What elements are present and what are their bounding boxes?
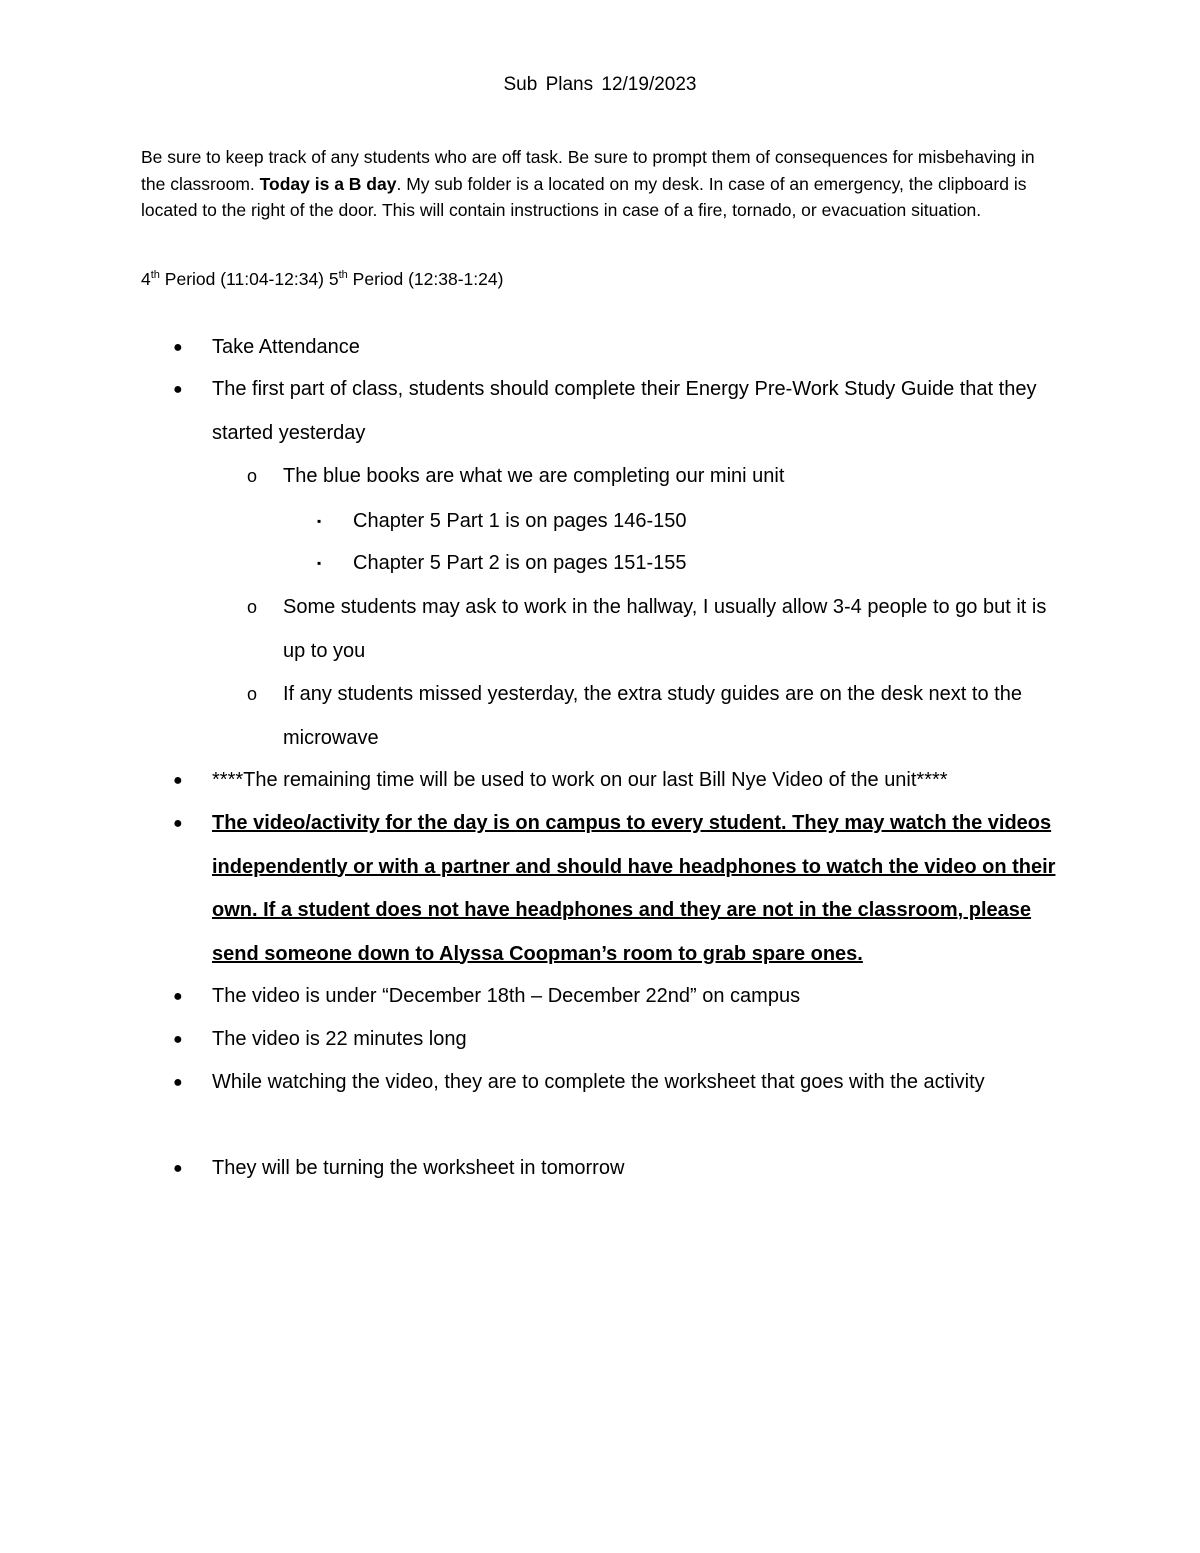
document-title: Sub Plans 12/19/2023 xyxy=(503,74,697,95)
period-4-number: 4 xyxy=(141,269,151,289)
list-item xyxy=(173,1061,1072,1105)
period-4-suffix: th xyxy=(150,269,160,282)
list-item xyxy=(247,455,1063,499)
intro-paragraph xyxy=(141,144,1051,224)
circle-bullet-icon: o xyxy=(247,684,258,704)
list-item-text: Chapter 5 Part 1 is on pages 146-150 xyxy=(353,510,687,532)
list-item xyxy=(173,1018,1072,1062)
bullet-icon: ● xyxy=(173,381,183,398)
bullet-icon: ● xyxy=(173,1031,183,1048)
square-bullet-icon: ▪ xyxy=(317,514,322,528)
list-item-text: Take Attendance xyxy=(212,336,360,358)
list-item xyxy=(247,586,1063,673)
bullet-icon: ● xyxy=(173,1160,183,1177)
list-item xyxy=(173,368,1072,455)
list-item-text: Some students may ask to work in the hallway, I usually allow 3-4 people to go but it is up to you xyxy=(283,596,1047,662)
period-5-suffix: th xyxy=(338,269,348,282)
list-item-text: They will be turning the worksheet in tomorrow xyxy=(212,1157,625,1179)
intro-text-1: Be sure to keep track of any students who are off task. Be sure to prompt them of consequences for misbehaving in the classroom. xyxy=(141,147,1035,194)
intro-bold-day: Today is a B day xyxy=(259,173,397,194)
list-item xyxy=(317,542,1053,586)
period-line xyxy=(141,269,503,290)
list-item-text: The video is 22 minutes long xyxy=(212,1028,467,1050)
list-item xyxy=(317,500,1053,544)
list-item-text: The video is under “December 18th – December 22nd” on campus xyxy=(212,985,801,1007)
list-item xyxy=(173,1147,1072,1191)
circle-bullet-icon: o xyxy=(247,597,258,617)
period-5-number: 5 xyxy=(328,269,339,289)
bullet-icon: ● xyxy=(173,815,183,832)
list-item-text: ****The remaining time will be used to work on our last Bill Nye Video of the unit**** xyxy=(212,769,948,791)
bullet-icon: ● xyxy=(173,1074,183,1091)
period-5-text: Period (12:38-1:24) xyxy=(347,269,504,289)
list-item-text: The first part of class, students should complete their Energy Pre-Work Study Guide that they started yesterday xyxy=(212,378,1037,444)
period-4-text: Period (11:04-12:34) xyxy=(159,269,329,289)
list-item-text: Chapter 5 Part 2 is on pages 151-155 xyxy=(353,552,687,574)
bullet-icon: ● xyxy=(173,339,183,356)
list-item xyxy=(173,975,1072,1019)
bullet-icon: ● xyxy=(173,772,183,789)
list-item-text: If any students missed yesterday, the extra study guides are on the desk next to the microwave xyxy=(283,683,1022,749)
list-item xyxy=(173,802,1072,976)
list-item xyxy=(173,326,1072,370)
list-item-text-emphasis: The video/activity for the day is on campus to every student. They may watch the videos independently or with a partner and should have headphones to watch the video on their own. If a student does not have headphones and they are not in the classroom, please send someone down to Alyssa Coopman’s room to grab spare ones. xyxy=(212,812,1056,965)
list-item xyxy=(173,759,1072,803)
circle-bullet-icon: o xyxy=(247,466,258,486)
list-item-text: The blue books are what we are completing our mini unit xyxy=(283,465,785,487)
intro-text-2: . My sub folder is a located on my desk. In case of an emergency, the clipboard is located to the right of the door. This will contain instructions in case of a fire, tornado, or evacuation situation. xyxy=(141,173,1027,220)
square-bullet-icon: ▪ xyxy=(317,556,322,570)
list-item xyxy=(247,673,1063,760)
bullet-icon: ● xyxy=(173,988,183,1005)
list-item-text: While watching the video, they are to complete the worksheet that goes with the activity xyxy=(212,1071,985,1093)
